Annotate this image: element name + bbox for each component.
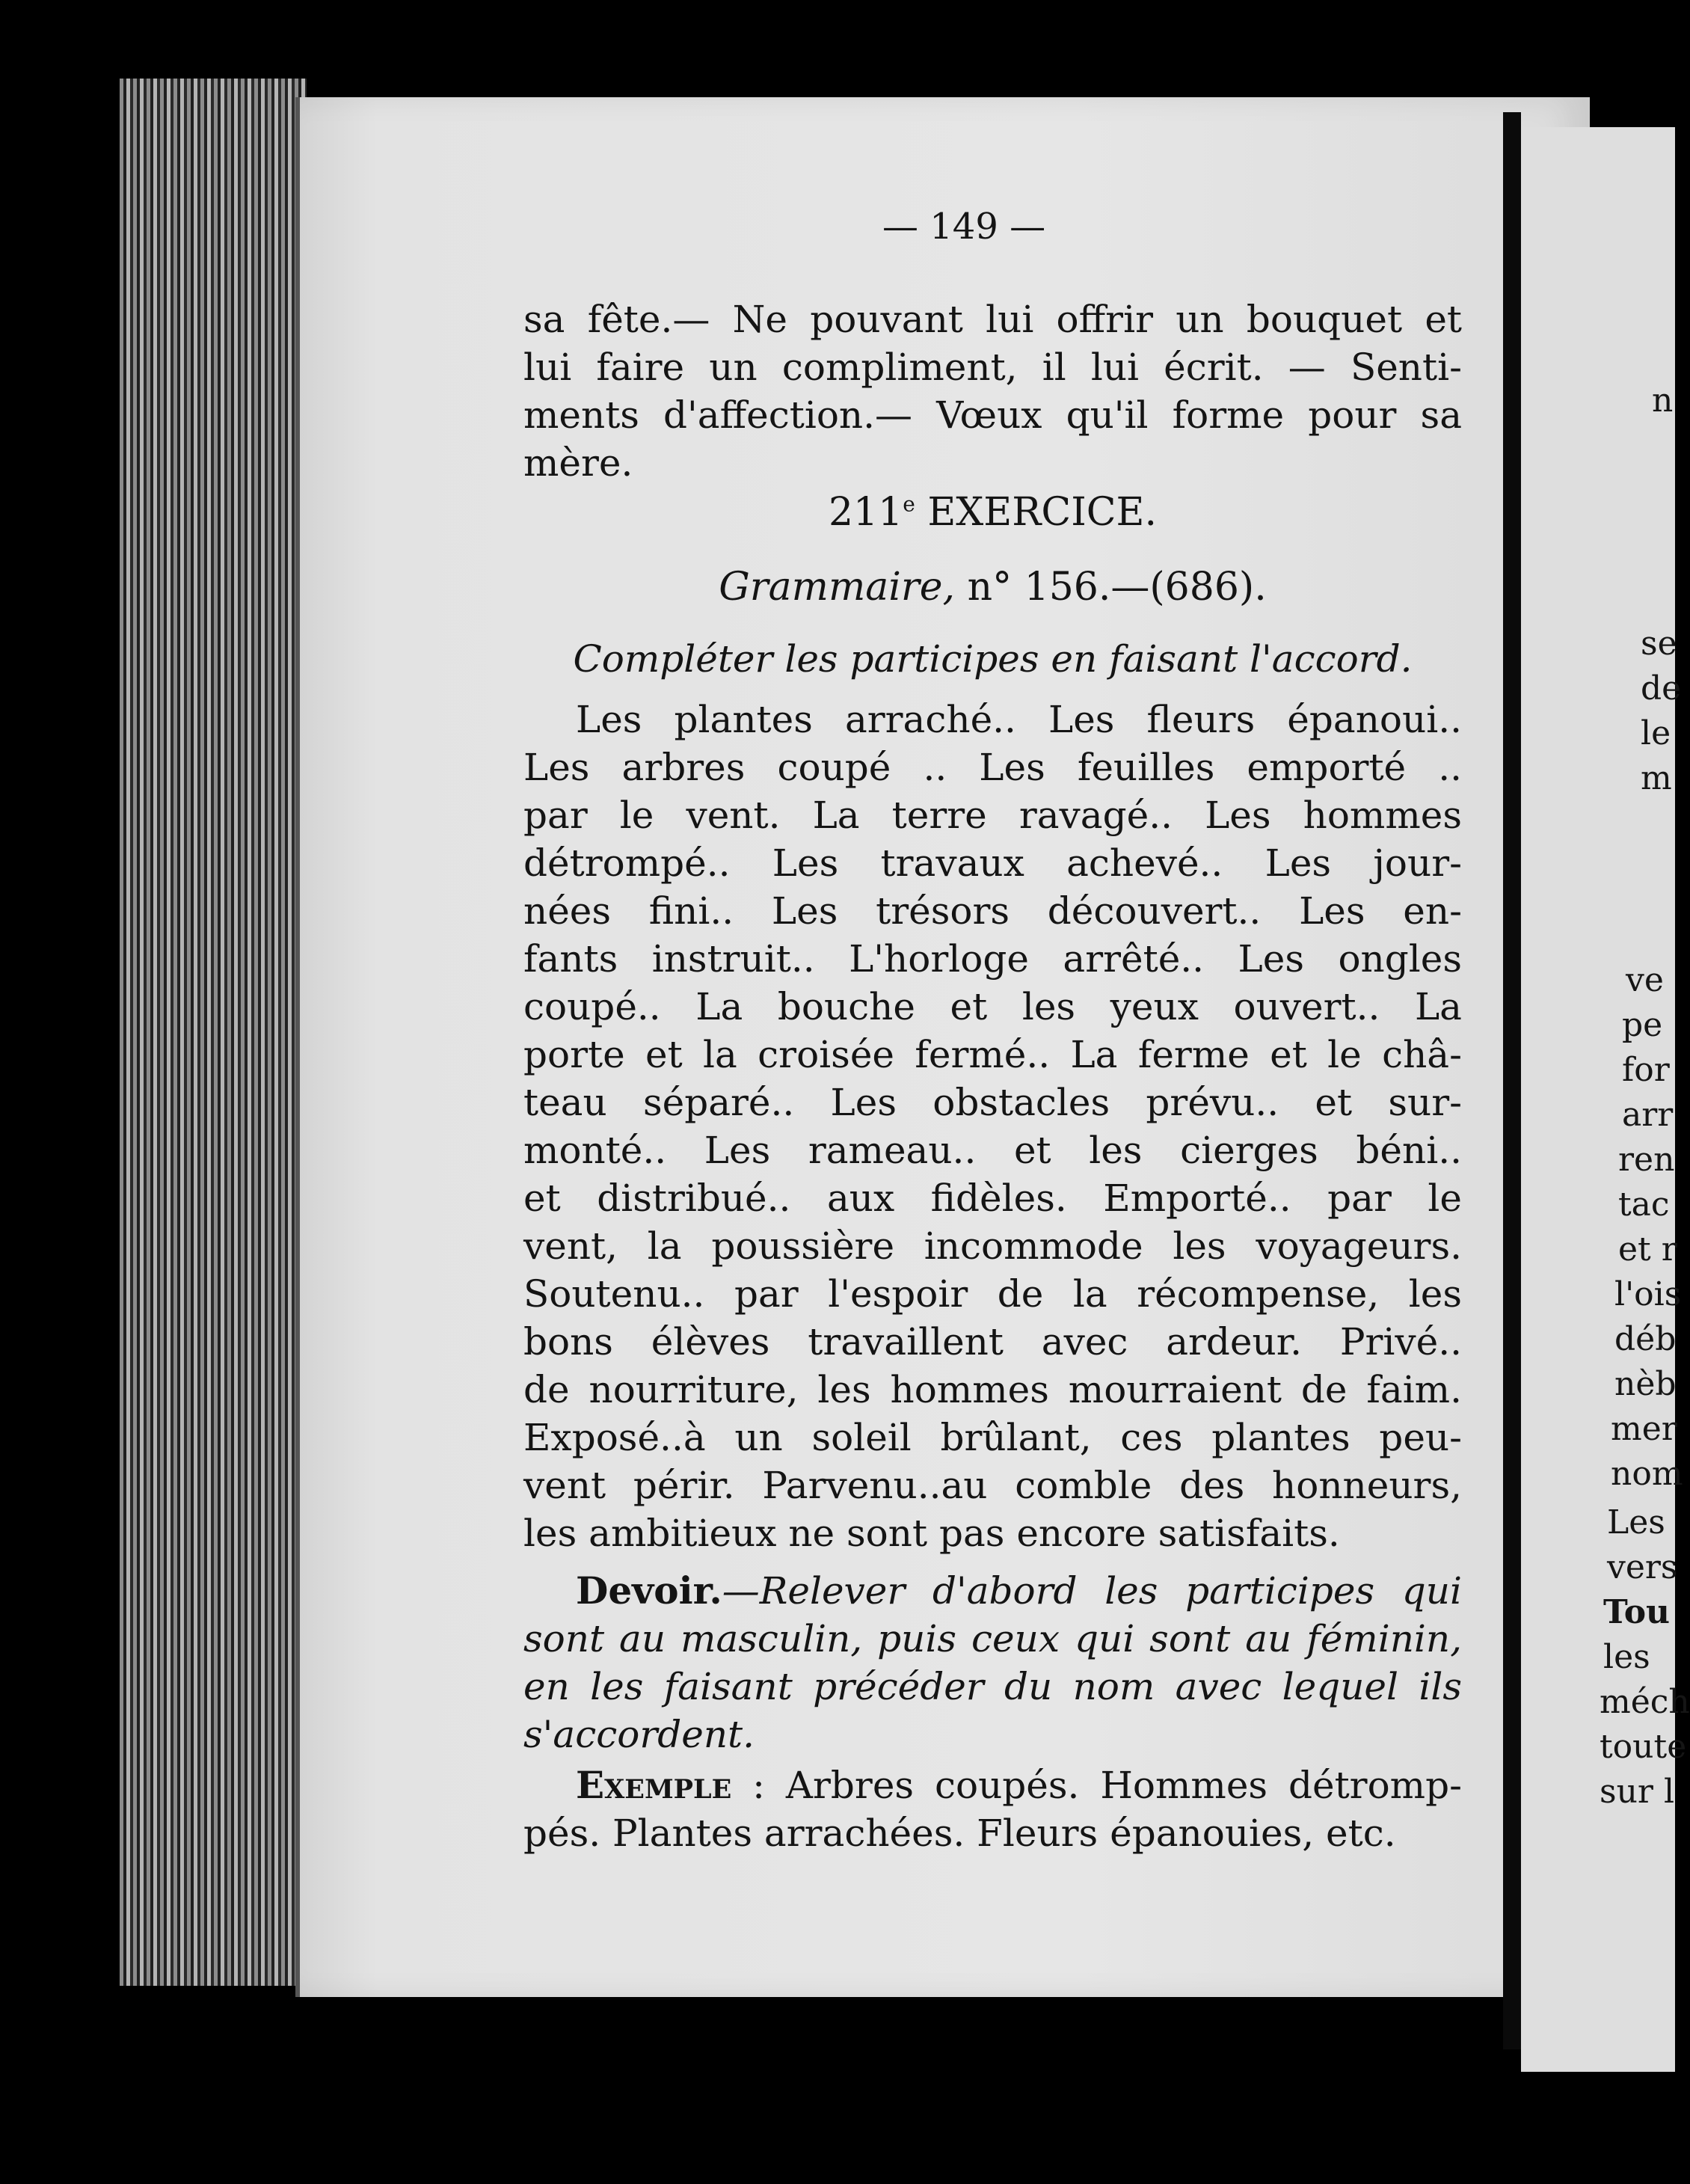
devoir-text: —Relever d'abord les participes qui — [722, 1569, 1462, 1613]
exercise-instruction: Compléter les participes en faisant l'accord. — [573, 637, 1413, 681]
text-line: par le vent. La terre ravagé.. Les hommes — [523, 794, 1462, 837]
adjacent-page-line: l'ois — [1614, 1275, 1682, 1313]
text-line: Les arbres coupé .. Les feuilles emporté .. — [523, 746, 1462, 789]
text-line: coupé.. La bouche et les yeux ouvert.. La — [523, 985, 1462, 1028]
grammar-reference — [523, 565, 1462, 610]
adjacent-page-line: pe — [1622, 1006, 1663, 1044]
exemple-label: Exemple — [576, 1763, 732, 1807]
exemple-paragraph — [523, 1761, 1462, 1857]
book-page-edges — [120, 79, 307, 1986]
adjacent-page-line: sur l — [1600, 1773, 1675, 1811]
text-line: sont au masculin, puis ceux qui sont au féminin, — [523, 1617, 1462, 1660]
adjacent-page-line: et r — [1618, 1230, 1677, 1269]
intro-paragraph — [523, 295, 1462, 487]
text-line: mère. — [523, 441, 633, 485]
devoir-label: Devoir. — [576, 1568, 722, 1613]
grammar-reference-word: Grammaire, — [719, 565, 956, 610]
text-line: vent, la poussière incommode les voyageurs. — [523, 1224, 1462, 1268]
adjacent-page-line: vers — [1607, 1548, 1678, 1586]
devoir-paragraph — [523, 1567, 1462, 1758]
text-line: teau séparé.. Les obstacles prévu.. et sur- — [523, 1081, 1462, 1124]
adjacent-page-line: m — [1641, 759, 1672, 797]
text-line: et distribué.. aux fidèles. Emporté.. par le — [523, 1177, 1462, 1220]
text-line: nées fini.. Les trésors découvert.. Les en- — [523, 889, 1462, 933]
adjacent-page-line: de — [1641, 669, 1682, 708]
adjacent-page-line: mer — [1611, 1410, 1677, 1448]
text-line: Exposé..à un soleil brûlant, ces plantes peu- — [523, 1416, 1462, 1459]
text-line: s'accordent. — [523, 1713, 755, 1756]
text-line: monté.. Les rameau.. et les cierges béni.. — [523, 1129, 1462, 1172]
exercise-body — [523, 696, 1462, 1557]
adjacent-page-line: déb — [1614, 1320, 1677, 1358]
text-line — [523, 1761, 1462, 1809]
text-line: de nourriture, les hommes mourraient de faim. — [523, 1368, 1462, 1411]
text-line: porte et la croisée fermé.. La ferme et le châ- — [523, 1033, 1462, 1076]
adjacent-page-line: tac — [1618, 1185, 1670, 1224]
adjacent-page-line: méch — [1600, 1683, 1690, 1721]
exercise-heading — [523, 490, 1462, 535]
text-line: pés. Plantes arrachées. Fleurs épanouies, etc. — [523, 1812, 1396, 1855]
adjacent-page-line: nèb — [1614, 1365, 1677, 1403]
text-line: Les plantes arraché.. Les fleurs épanoui.. — [576, 698, 1462, 741]
adjacent-page-line: toute — [1600, 1728, 1687, 1766]
grammar-reference-number: n° 156.—(686). — [967, 565, 1267, 610]
text-line: vent périr. Parvenu..au comble des honneurs, — [523, 1464, 1462, 1507]
adjacent-page-line: nom — [1611, 1455, 1683, 1493]
adjacent-page-line: Les — [1607, 1503, 1665, 1542]
exercise-number: 211 — [828, 490, 903, 535]
adjacent-page-fragment — [1521, 127, 1690, 2072]
text-line: ments d'affection.— Vœux qu'il forme pour sa — [523, 393, 1462, 437]
page-number: — 149 — — [882, 206, 1046, 248]
text-line: les ambitieux ne sont pas encore satisfaits. — [523, 1512, 1340, 1555]
text-line: Soutenu.. par l'espoir de la récompense, les — [523, 1272, 1462, 1316]
adjacent-page-line: n — [1652, 381, 1674, 420]
text-line: sa fête.— Ne pouvant lui offrir un bouquet et — [523, 298, 1462, 341]
adjacent-page-line: for — [1622, 1051, 1670, 1089]
text-line: lui faire un compliment, il lui écrit. — Senti- — [523, 346, 1462, 389]
adjacent-page-line: arr — [1622, 1096, 1674, 1134]
text-line: fants instruit.. L'horloge arrêté.. Les ongles — [523, 937, 1462, 981]
adjacent-page-line: se — [1641, 625, 1677, 663]
exercise-title: EXERCICE. — [927, 490, 1158, 535]
adjacent-page-line: les — [1603, 1638, 1650, 1676]
text-line: détrompé.. Les travaux achevé.. Les jour- — [523, 841, 1462, 885]
exemple-text: : Arbres coupés. Hommes détromp- — [731, 1764, 1462, 1807]
book-gutter — [1503, 112, 1521, 2049]
text-line — [523, 1567, 1462, 1615]
text-line: en les faisant précéder du nom avec lequel ils — [523, 1665, 1462, 1708]
adjacent-page-line: Tou — [1603, 1593, 1671, 1631]
adjacent-page-line: ve — [1626, 961, 1664, 999]
adjacent-page-line: ren — [1618, 1141, 1675, 1179]
adjacent-page-line: le — [1641, 714, 1671, 752]
text-line: bons élèves travaillent avec ardeur. Privé.. — [523, 1320, 1462, 1364]
exercise-number-superscript: e — [903, 491, 915, 517]
